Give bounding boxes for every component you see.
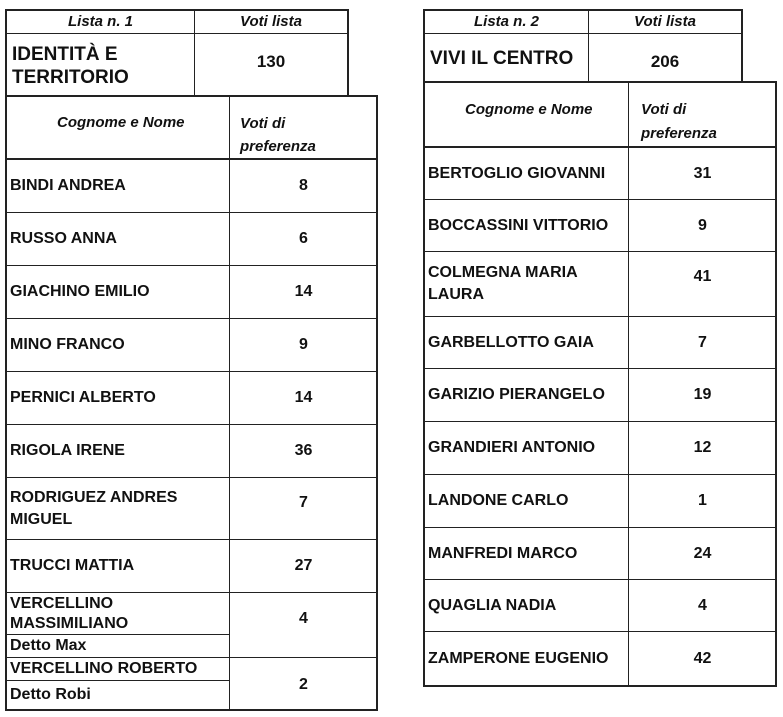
- list2-candidate-name: MANFREDI MARCO: [428, 544, 578, 562]
- list1-candidate-name: TRUCCI MATTIA: [10, 557, 135, 574]
- list2-list-label: Lista n. 2: [473, 13, 540, 30]
- list2-candidate-votes: 7: [698, 333, 707, 351]
- list2-header-rule: [423, 33, 743, 34]
- list2-name: VIVI IL CENTRO: [430, 47, 574, 69]
- list2-candidate-name: BERTOGLIO GIOVANNI: [428, 164, 606, 182]
- list1-candidate-votes: 36: [294, 442, 313, 459]
- list2-candidate-votes: 42: [693, 649, 712, 667]
- list2-col-votes-1: Voti di: [641, 101, 687, 118]
- list2-col-votes-2: preferenza: [641, 125, 717, 142]
- list1-candidate-votes: 8: [299, 177, 308, 194]
- list2-candidate-name: LANDONE CARLO: [428, 492, 569, 509]
- list1-list-label: Lista n. 1: [67, 13, 134, 30]
- list1-candidate-name: BINDI ANDREA: [10, 177, 126, 194]
- list1-candidate-votes: 6: [299, 230, 308, 247]
- list1-candidate-votes: 14: [294, 283, 313, 300]
- list2-candidate-name: ZAMPERONE EUGENIO: [428, 649, 609, 667]
- list1-candidate-nickname: Detto Max: [10, 637, 87, 654]
- list2-candidate-votes: 31: [693, 164, 712, 182]
- list1-candidate-votes: 27: [294, 557, 313, 574]
- list2-candidate-name: QUAGLIA NADIA: [428, 596, 557, 614]
- list2-candidate-name: BOCCASSINI VITTORIO: [428, 216, 609, 234]
- list2-candidate-votes: 19: [693, 386, 712, 403]
- list1-candidate-name: GIACHINO EMILIO: [10, 283, 150, 300]
- list1-header-rule: [5, 33, 349, 34]
- list1-table: [0, 0, 380, 717]
- list1-candidate-name: MINO FRANCO: [10, 336, 125, 353]
- list1-candidate-name: PERNICI ALBERTO: [10, 389, 156, 406]
- list1-candidate-votes: 7: [299, 494, 308, 511]
- list2-candidate-votes: 12: [693, 439, 712, 456]
- list2-candidate-votes: 1: [698, 492, 707, 509]
- list1-votes-label: Voti lista: [240, 13, 302, 30]
- list1-col-name: Cognome e Nome: [57, 114, 185, 131]
- list2-candidate-votes: 24: [693, 544, 712, 562]
- list2-candidate-name: GRANDIERI ANTONIO: [428, 439, 596, 456]
- list1-col-votes-2: preferenza: [240, 138, 316, 155]
- list2-table: [400, 0, 783, 717]
- list2-candidate-votes: 9: [698, 216, 707, 234]
- list1-candidate-name: VERCELLINO ROBERTO: [10, 660, 198, 677]
- list1-candidate-name: RIGOLA IRENE: [10, 442, 125, 459]
- list2-candidate-name: GARIZIO PIERANGELO: [428, 386, 605, 403]
- list1-candidate-votes: 14: [294, 389, 313, 406]
- list1-col-votes-1: Voti di: [240, 115, 286, 132]
- list1-candidate-nickname: Detto Robi: [10, 686, 91, 703]
- list1-candidate-votes: 2: [299, 675, 308, 693]
- list1-name: IDENTITÀ E TERRITORIO: [12, 44, 129, 88]
- list1-candidate-votes: 9: [299, 336, 308, 353]
- list1-candidate-name: VERCELLINO MASSIMILIANO: [10, 594, 129, 632]
- list2-candidate-votes: 41: [693, 268, 712, 285]
- list2-votes-label: Voti lista: [634, 13, 696, 30]
- list1-candidate-votes: 4: [299, 610, 308, 627]
- list2-candidate-votes: 4: [698, 596, 707, 614]
- list2-candidate-name: GARBELLOTTO GAIA: [428, 333, 594, 351]
- list1-list-votes: 130: [256, 52, 286, 71]
- list2-col-name: Cognome e Nome: [465, 101, 593, 118]
- list1-candidate-name: RUSSO ANNA: [10, 230, 117, 247]
- list2-candidate-name: COLMEGNA MARIA LAURA: [428, 264, 578, 303]
- list2-list-votes: 206: [650, 51, 680, 71]
- list1-candidate-name: RODRIGUEZ ANDRES MIGUEL: [10, 488, 178, 528]
